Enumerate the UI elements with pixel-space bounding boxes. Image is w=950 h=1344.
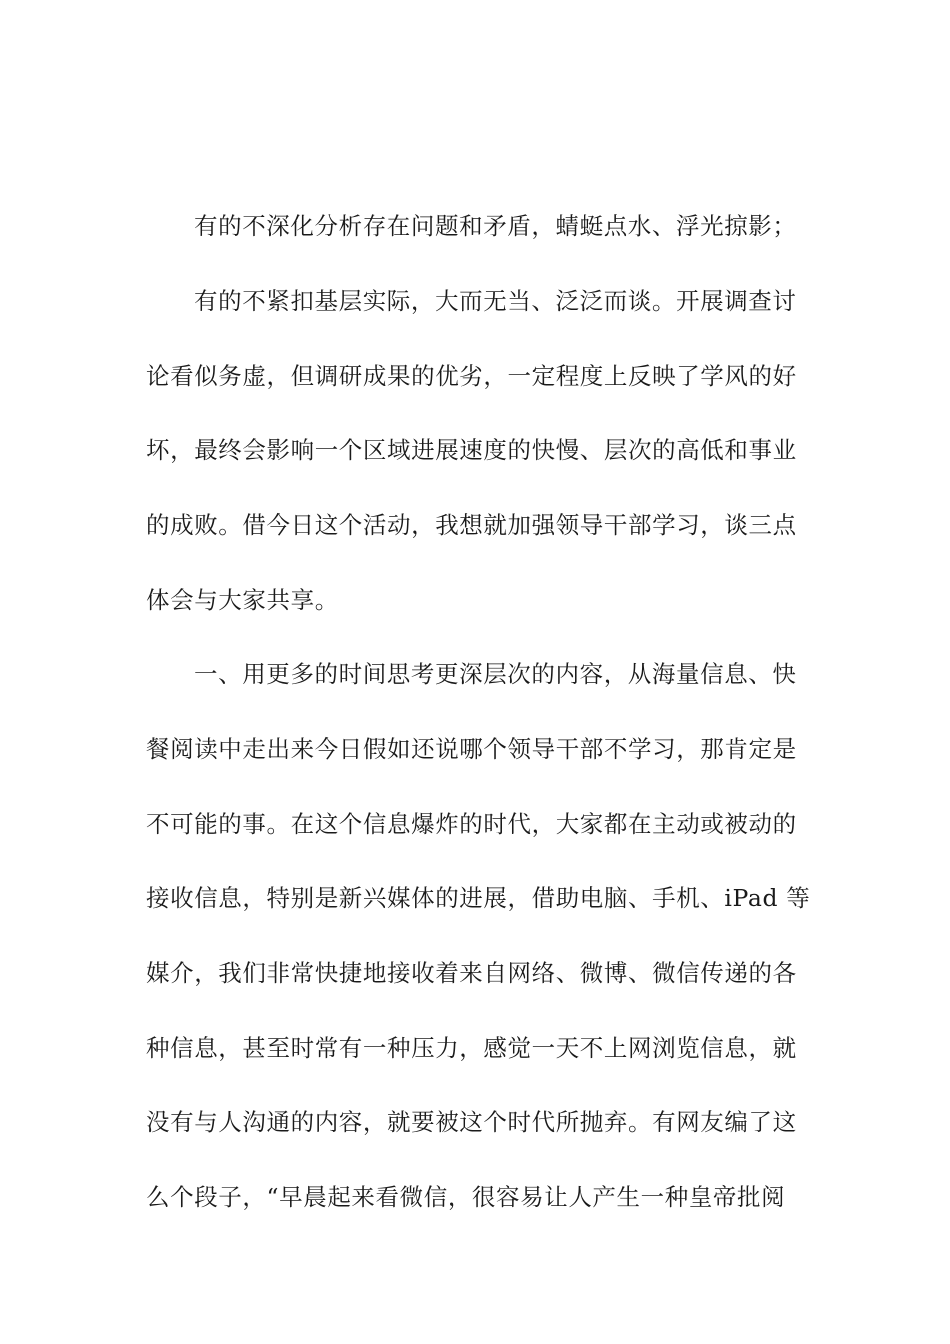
text-line: 体会与大家共享。 — [146, 586, 339, 614]
text-line: 不可能的事。在这个信息爆炸的时代，大家都在主动或被动的 — [146, 810, 797, 838]
text-line: 的成败。借今日这个活动，我想就加强领导干部学习，谈三点 — [146, 511, 797, 539]
text-line: 有的不紧扣基层实际，大而无当、泛泛而谈。开展调查讨 — [194, 287, 797, 315]
text-line: 论看似务虚，但调研成果的优劣，一定程度上反映了学风的好 — [146, 362, 797, 390]
text-line: 没有与人沟通的内容，就要被这个时代所抛弃。有网友编了这 — [146, 1108, 797, 1136]
text-line: 种信息，甚至时常有一种压力，感觉一天不上网浏览信息，就 — [146, 1034, 797, 1062]
text-line: 坏，最终会影响一个区域进展速度的快慢、层次的高低和事业 — [146, 436, 797, 464]
text-line: 接收信息，特别是新兴媒体的进展，借助电脑、手机、iPad 等 — [146, 884, 811, 912]
text-line: 一、用更多的时间思考更深层次的内容，从海量信息、快 — [194, 660, 797, 688]
text-line: 有的不深化分析存在问题和矛盾，蜻蜓点水、浮光掠影； — [194, 212, 797, 240]
text-line: 媒介，我们非常快捷地接收着来自网络、微博、微信传递的各 — [146, 959, 797, 987]
text-line: 餐阅读中走出来今日假如还说哪个领导干部不学习，那肯定是 — [146, 735, 797, 763]
text-line: 么个段子，“早晨起来看微信，很容易让人产生一种皇帝批阅 — [146, 1183, 786, 1211]
